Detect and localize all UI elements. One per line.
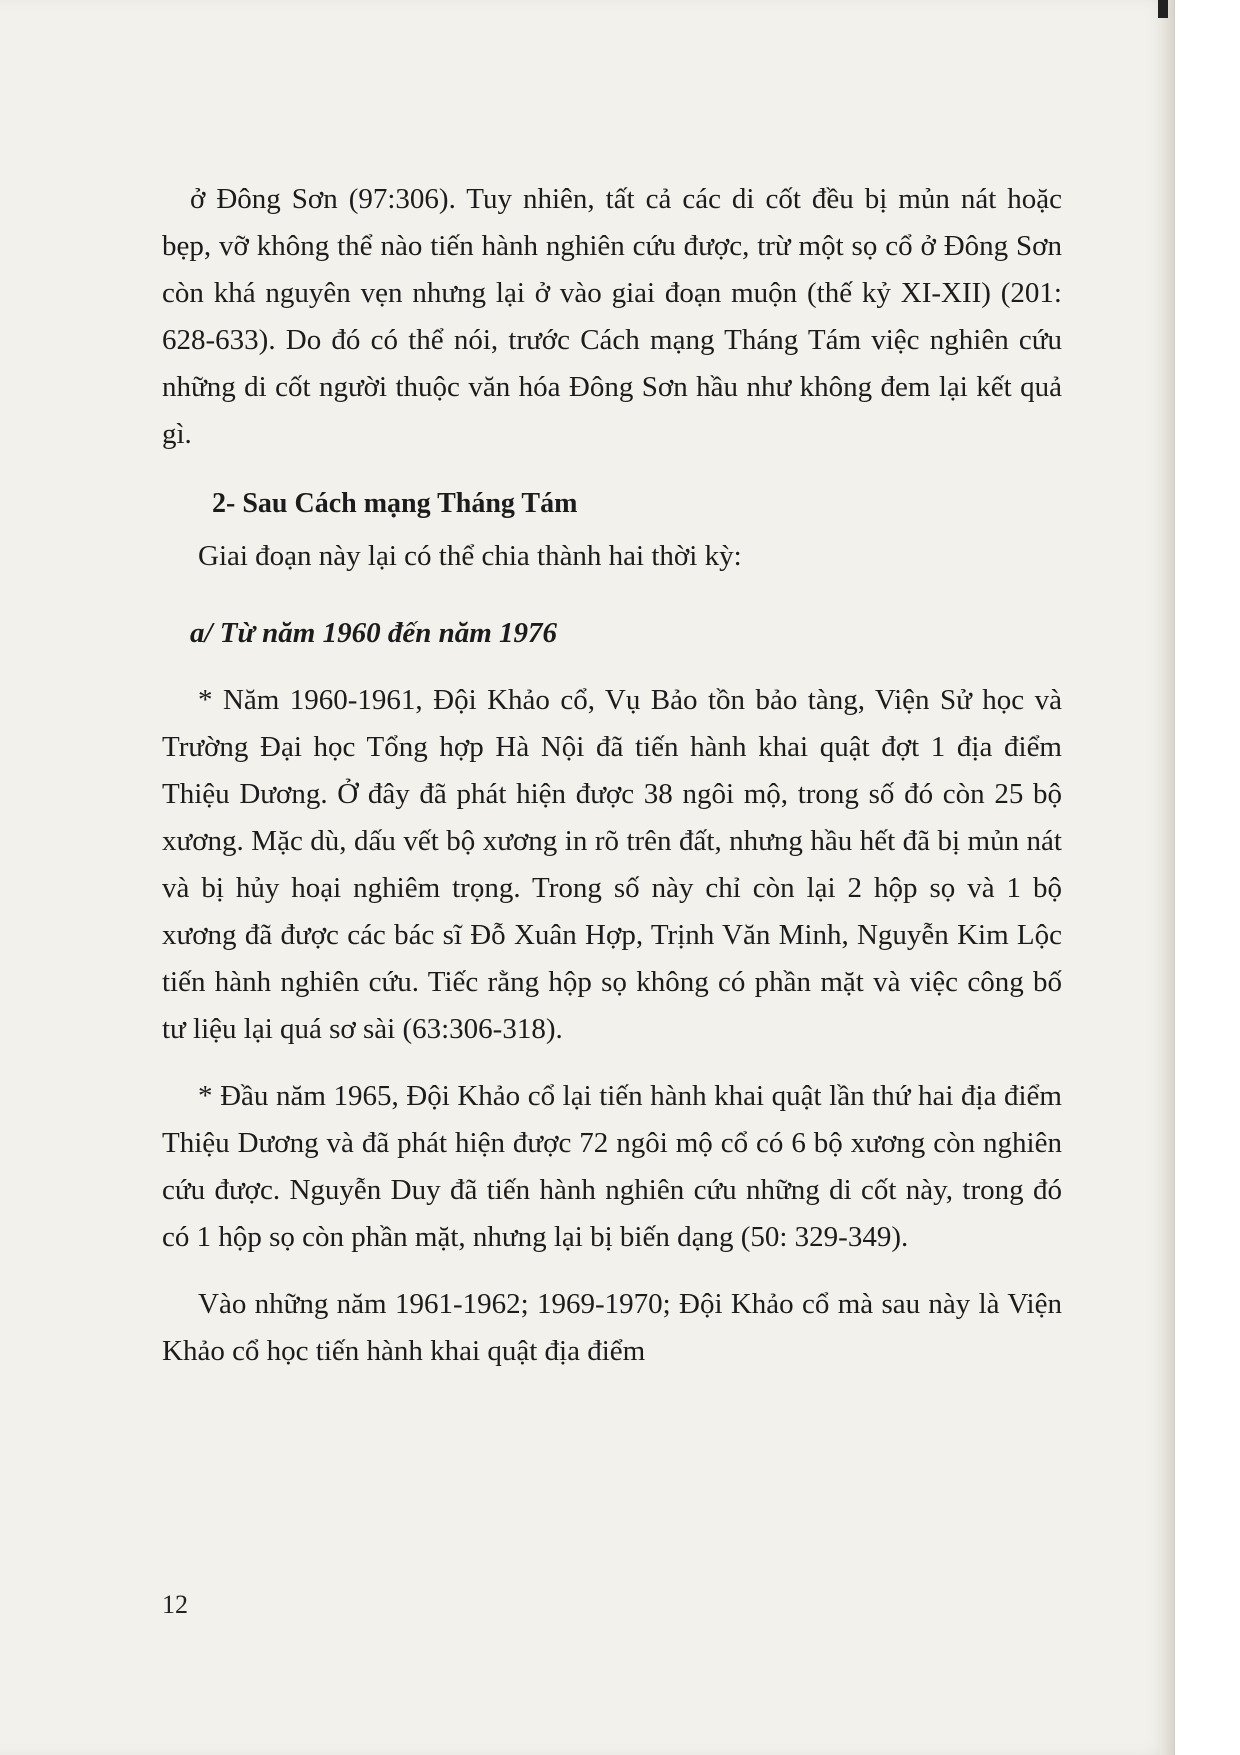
paragraph-1961-1970: Vào những năm 1961-1962; 1969-1970; Đội Khảo cổ mà sau này là Viện Khảo cổ học tiến hành khai quật địa điểm [162, 1288, 1062, 1367]
page-number: 12 [162, 1590, 188, 1619]
section-heading: 2- Sau Cách mạng Tháng Tám [212, 488, 578, 519]
paragraph-1965: * Đầu năm 1965, Đội Khảo cổ lại tiến hành khai quật lần thứ hai địa điểm Thiệu Dương và đã phát hiện được 72 ngôi mộ cổ có 6 bộ xương còn nghiên cứu được. Nguyễn Duy đã tiến hành nghiên cứu những di cốt này, trong đó có 1 hộp sọ còn phần mặt, nhưng lại bị biến dạng (50: 329-349). [162, 1080, 1062, 1253]
page-body [162, 176, 1062, 1375]
paragraph-intro-continuation: ở Đông Sơn (97:306). Tuy nhiên, tất cả các di cốt đều bị mủn nát hoặc bẹp, vỡ không thể nào tiến hành nghiên cứu được, trừ một sọ cổ ở Đông Sơn còn khá nguyên vẹn nhưng lại ở vào giai đoạn muộn (thế kỷ XI-XII) (201: 628-633). Do đó có thể nói, trước Cách mạng Tháng Tám việc nghiên cứu những di cốt người thuộc văn hóa Đông Sơn hầu như không đem lại kết quả gì. [162, 183, 1062, 450]
page-edge-shadow [1160, 0, 1174, 1755]
section-intro: Giai đoạn này lại có thể chia thành hai thời kỳ: [198, 540, 742, 572]
paragraph-1960: * Năm 1960-1961, Đội Khảo cổ, Vụ Bảo tồn bảo tàng, Viện Sử học và Trường Đại học Tổng hợp Hà Nội đã tiến hành khai quật đợt 1 địa điểm Thiệu Dương. Ở đây đã phát hiện được 38 ngôi mộ, trong số đó còn 25 bộ xương. Mặc dù, dấu vết bộ xương in rõ trên đất, nhưng hầu hết đã bị mủn nát và bị hủy hoại nghiêm trọng. Trong số này chỉ còn lại 2 hộp sọ và 1 bộ xương đã được các bác sĩ Đỗ Xuân Hợp, Trịnh Văn Minh, Nguyễn Kim Lộc tiến hành nghiên cứu. Tiếc rằng hộp sọ không có phần mặt và việc công bố tư liệu lại quá sơ sài (63:306-318). [162, 684, 1062, 1045]
subsection-heading: a/ Từ năm 1960 đến năm 1976 [190, 617, 558, 649]
scan-corner-mark [1158, 0, 1168, 18]
